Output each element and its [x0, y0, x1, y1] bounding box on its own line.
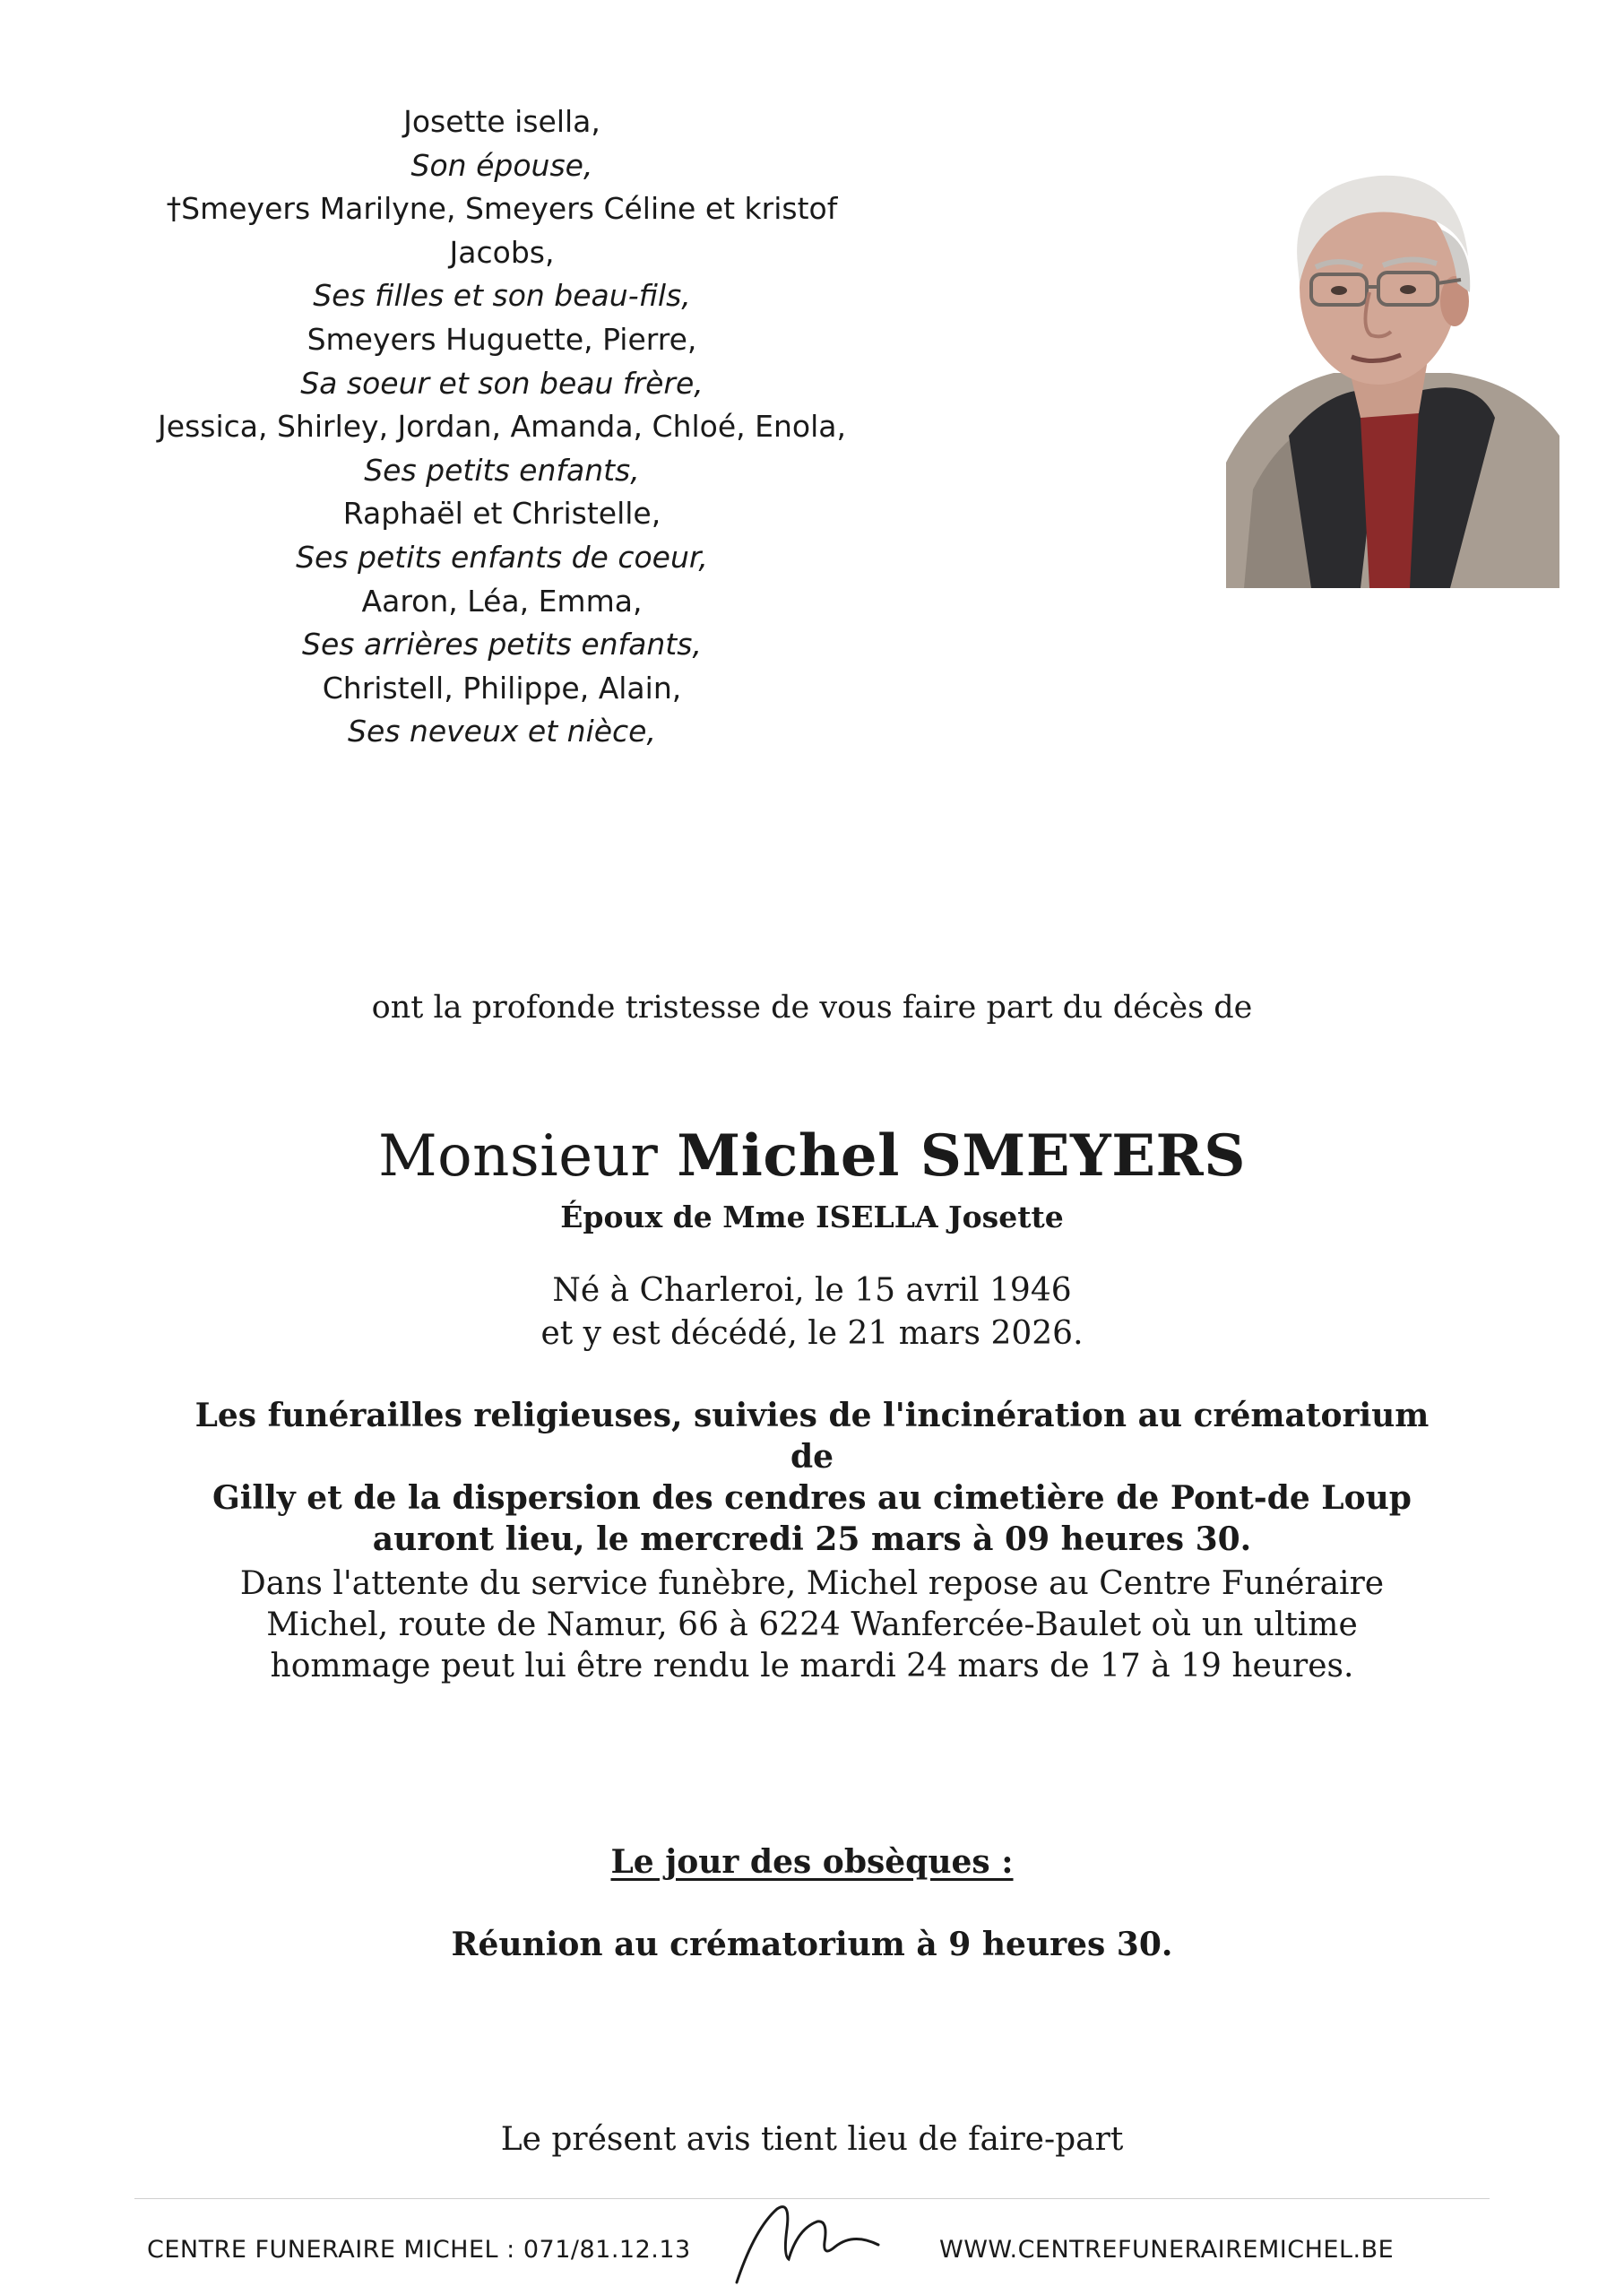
notice-line: Le présent avis tient lieu de faire-part [500, 2121, 1124, 2158]
viewing-line: Dans l'attente du service funèbre, Michel repose au Centre Funéraire [239, 1565, 1385, 1602]
family-line: Smeyers Huguette, Pierre, [307, 321, 697, 357]
family-role: Ses neveux et nièce, [348, 714, 656, 749]
announcement-intro: ont la profonde tristesse de vous faire part du décès de [371, 990, 1253, 1026]
family-line: Aaron, Léa, Emma, [361, 583, 643, 619]
funeral-home-logo-icon [728, 2193, 885, 2291]
footer-contact: CENTRE FUNERAIRE MICHEL : 071/81.12.13 [147, 2236, 691, 2264]
family-role: Son épouse, [410, 147, 593, 183]
family-list [125, 100, 878, 754]
family-line: Christell, Philippe, Alain, [322, 670, 682, 706]
family-role: Ses arrières petits enfants, [302, 627, 702, 663]
family-line: Josette isella, [403, 104, 600, 139]
family-line: †Smeyers Marilyne, Smeyers Céline et kristof [166, 191, 838, 227]
viewing-line: hommage peut lui être rendu le mardi 24 mars de 17 à 19 heures. [270, 1648, 1354, 1684]
viewing-line: Michel, route de Namur, 66 à 6224 Wanfercée-Baulet où un ultime [266, 1606, 1358, 1643]
day-of-heading: Le jour des obsèques : [610, 1843, 1014, 1881]
family-role: Ses petits enfants, [364, 452, 640, 488]
portrait-illustration [1226, 167, 1559, 588]
funeral-line: Les funérailles religieuses, suivies de l'incinération au crématorium de [194, 1397, 1430, 1476]
family-line: Raphaël et Christelle, [342, 496, 661, 532]
full-name: Michel SMEYERS [677, 1122, 1246, 1190]
spouse-line: Époux de Mme ISELLA Josette [560, 1199, 1064, 1234]
funeral-line: auront lieu, le mercredi 25 mars à 09 heures 30. [372, 1520, 1252, 1558]
family-role: Ses filles et son beau-fils, [313, 278, 691, 314]
honorific: Monsieur [378, 1123, 659, 1190]
family-role: Sa soeur et son beau frère, [300, 365, 704, 401]
funeral-line: Gilly et de la dispersion des cendres au cimetière de Pont-de Loup [212, 1479, 1412, 1517]
birth-line: Né à Charleroi, le 15 avril 1946 [552, 1272, 1072, 1309]
viewing-details [179, 1563, 1445, 1687]
life-dates [0, 1269, 1624, 1355]
family-line: Jacobs, [449, 234, 555, 270]
funeral-details [179, 1395, 1445, 1560]
meeting-line: Réunion au crématorium à 9 heures 30. [451, 1926, 1173, 1963]
family-role: Ses petits enfants de coeur, [296, 539, 708, 575]
footer-website: WWW.CENTREFUNERAIREMICHEL.BE [939, 2236, 1395, 2264]
family-line: Jessica, Shirley, Jordan, Amanda, Chloé, Enola, [158, 409, 846, 445]
deceased-name [0, 1122, 1624, 1190]
portrait-photo [1226, 167, 1559, 588]
death-line: et y est décédé, le 21 mars 2026. [540, 1315, 1084, 1352]
